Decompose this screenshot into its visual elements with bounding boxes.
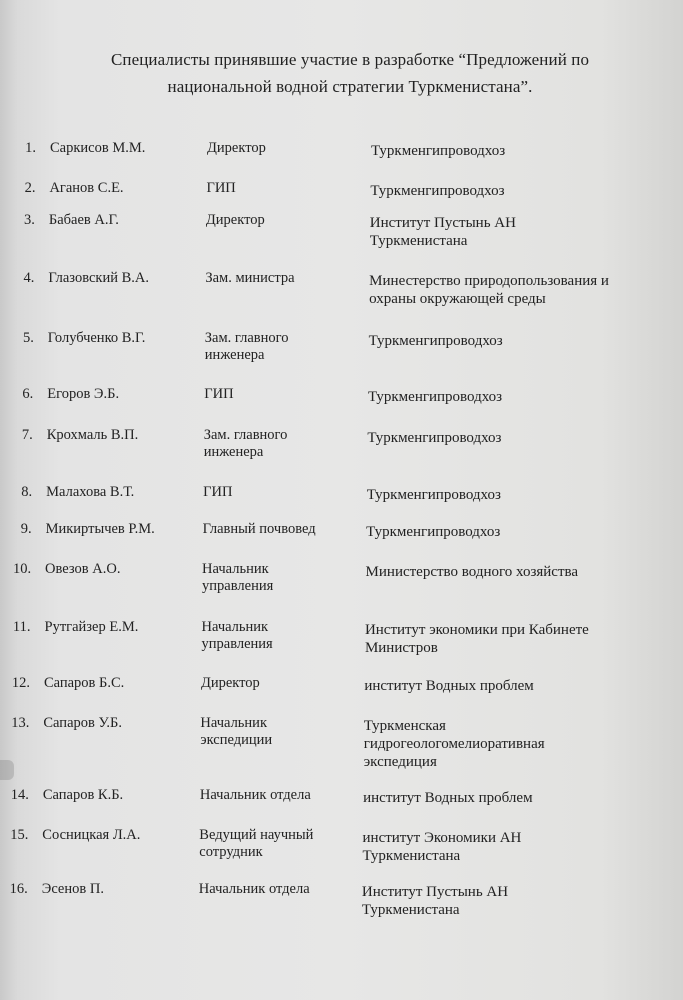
specialist-organization: [370, 214, 516, 250]
row-number: 12.: [11, 675, 30, 691]
organization-line: Институт экономики при Кабинете: [364, 622, 589, 638]
position-line: Главный почвовед: [202, 521, 316, 537]
position-line: ГИП: [204, 386, 234, 402]
organization-line: охраны окружающей среды: [369, 291, 546, 307]
position-line: Ведущий научный: [199, 827, 314, 843]
row-number: 7.: [21, 427, 33, 443]
specialist-position: [204, 427, 288, 461]
organization-line: гидрогеологомелиоративная: [363, 736, 545, 752]
specialist-organization: [369, 332, 503, 350]
specialist-position: [201, 675, 260, 692]
position-line: Начальник: [202, 561, 269, 577]
position-line: Директор: [205, 212, 265, 228]
row-number: 15.: [10, 827, 29, 843]
row-number: 16.: [9, 881, 28, 897]
row-number: 14.: [10, 787, 29, 803]
position-line: Начальник отдела: [198, 881, 310, 897]
organization-line: Туркменгипроводхоз: [367, 389, 503, 405]
specialist-organization: [369, 272, 609, 308]
document-title: [30, 46, 670, 100]
specialist-position: [199, 881, 310, 898]
specialist-position: [206, 212, 265, 229]
specialist-organization: [371, 142, 505, 160]
specialist-organization: [367, 429, 501, 447]
row-number: 13.: [11, 715, 30, 731]
position-line: Директор: [200, 675, 260, 691]
specialist-position: [205, 270, 294, 287]
row-number: 4.: [23, 270, 35, 286]
organization-line: Туркменистана: [361, 902, 460, 918]
specialist-organization: [366, 563, 579, 581]
organization-line: Туркменгипроводхоз: [368, 333, 503, 349]
organization-line: Минестерство природопользования и: [369, 273, 609, 289]
position-line: сотрудник: [199, 844, 263, 860]
organization-line: Туркменгипроводхоз: [366, 487, 501, 503]
position-line: Начальник: [200, 715, 267, 731]
row-number: 2.: [24, 180, 36, 196]
specialist-organization: [362, 883, 508, 919]
position-line: управления: [201, 636, 273, 652]
organization-line: Туркменгипроводхоз: [371, 143, 506, 159]
specialist-organization: [368, 388, 502, 406]
organization-line: институт Экономики АН: [362, 830, 522, 846]
specialist-name: Малахова В.Т.: [46, 484, 135, 500]
position-line: управления: [202, 578, 274, 594]
specialist-name: Голубченко В.Г.: [47, 330, 146, 346]
row-number: 3.: [24, 212, 35, 228]
organization-line: Институт Пустынь АН: [361, 884, 509, 900]
specialist-name: Аганов С.Е.: [49, 180, 124, 196]
specialist-organization: [367, 486, 501, 504]
organization-line: Туркменгипроводхоз: [370, 183, 505, 199]
position-line: Начальник: [201, 619, 269, 635]
specialist-name: Егоров Э.Б.: [47, 386, 120, 402]
specialist-name: Микиртычев Р.М.: [45, 521, 155, 537]
organization-line: Министров: [364, 640, 438, 656]
organization-line: Туркменгипроводхоз: [367, 430, 502, 446]
specialist-name: Эсенов П.: [41, 881, 104, 897]
specialist-name: Сосницкая Л.А.: [42, 827, 141, 843]
specialist-position: [207, 140, 266, 157]
position-line: Директор: [207, 140, 266, 156]
specialist-name: Овезов А.О.: [45, 561, 121, 577]
organization-line: Туркменистана: [369, 233, 468, 249]
specialist-name: Сапаров Б.С.: [43, 675, 125, 691]
organization-line: Министерство водного хозяйства: [365, 564, 579, 580]
row-number: 5.: [22, 330, 34, 346]
specialist-name: Глазовский В.А.: [48, 270, 149, 286]
position-line: Начальник отдела: [199, 787, 311, 803]
specialist-name: Саркисов М.М.: [50, 140, 146, 156]
specialist-name: Крохмаль В.П.: [46, 427, 139, 443]
row-number: 9.: [20, 521, 32, 537]
position-line: инженера: [203, 444, 264, 460]
specialist-name: Сапаров К.Б.: [42, 787, 124, 803]
position-line: инженера: [204, 347, 265, 363]
specialist-position: [200, 715, 272, 749]
organization-line: институт Водных проблем: [364, 678, 534, 694]
row-number: 8.: [21, 484, 33, 500]
specialist-position: [199, 827, 313, 861]
organization-line: Институт Пустынь АН: [369, 215, 516, 231]
specialist-position: [202, 561, 273, 595]
organization-line: экспедиция: [363, 754, 437, 770]
position-line: ГИП: [203, 484, 233, 500]
organization-line: институт Водных проблем: [363, 790, 533, 806]
title-line-1: Специалисты принявшие участие в разработке “Предложений по: [110, 50, 590, 69]
specialist-name: Бабаев А.Г.: [48, 212, 119, 228]
row-number: 1.: [25, 140, 36, 156]
specialist-organization: [363, 829, 522, 865]
position-line: экспедиции: [200, 732, 273, 748]
specialist-organization: [370, 182, 504, 200]
specialist-position: [205, 330, 289, 364]
specialist-organization: [364, 717, 545, 771]
specialist-position: [202, 619, 273, 653]
specialist-organization: [364, 677, 533, 695]
specialist-organization: [365, 621, 589, 657]
row-number: 10.: [12, 561, 32, 577]
position-line: Зам. главного: [204, 330, 289, 346]
organization-line: Туркменская: [363, 718, 446, 734]
title-line-2: национальной водной стратегии Туркменистана”.: [167, 77, 533, 96]
page-edge-shadow: [0, 760, 14, 780]
specialist-name: Рутгайзер Е.М.: [44, 619, 139, 635]
position-line: ГИП: [206, 180, 236, 196]
row-number: 6.: [22, 386, 34, 402]
organization-line: Туркменистана: [362, 848, 461, 864]
position-line: Зам. главного: [203, 427, 288, 443]
specialist-organization: [363, 789, 532, 807]
specialist-organization: [366, 523, 500, 541]
specialist-position: [200, 787, 311, 804]
row-number: 11.: [12, 619, 31, 635]
organization-line: Туркменгипроводхоз: [366, 524, 501, 540]
specialist-position: [203, 521, 316, 538]
specialist-position: [206, 180, 235, 197]
specialist-position: [204, 386, 233, 403]
position-line: Зам. министра: [205, 270, 295, 286]
specialist-position: [203, 484, 232, 501]
specialist-name: Сапаров У.Б.: [43, 715, 122, 731]
